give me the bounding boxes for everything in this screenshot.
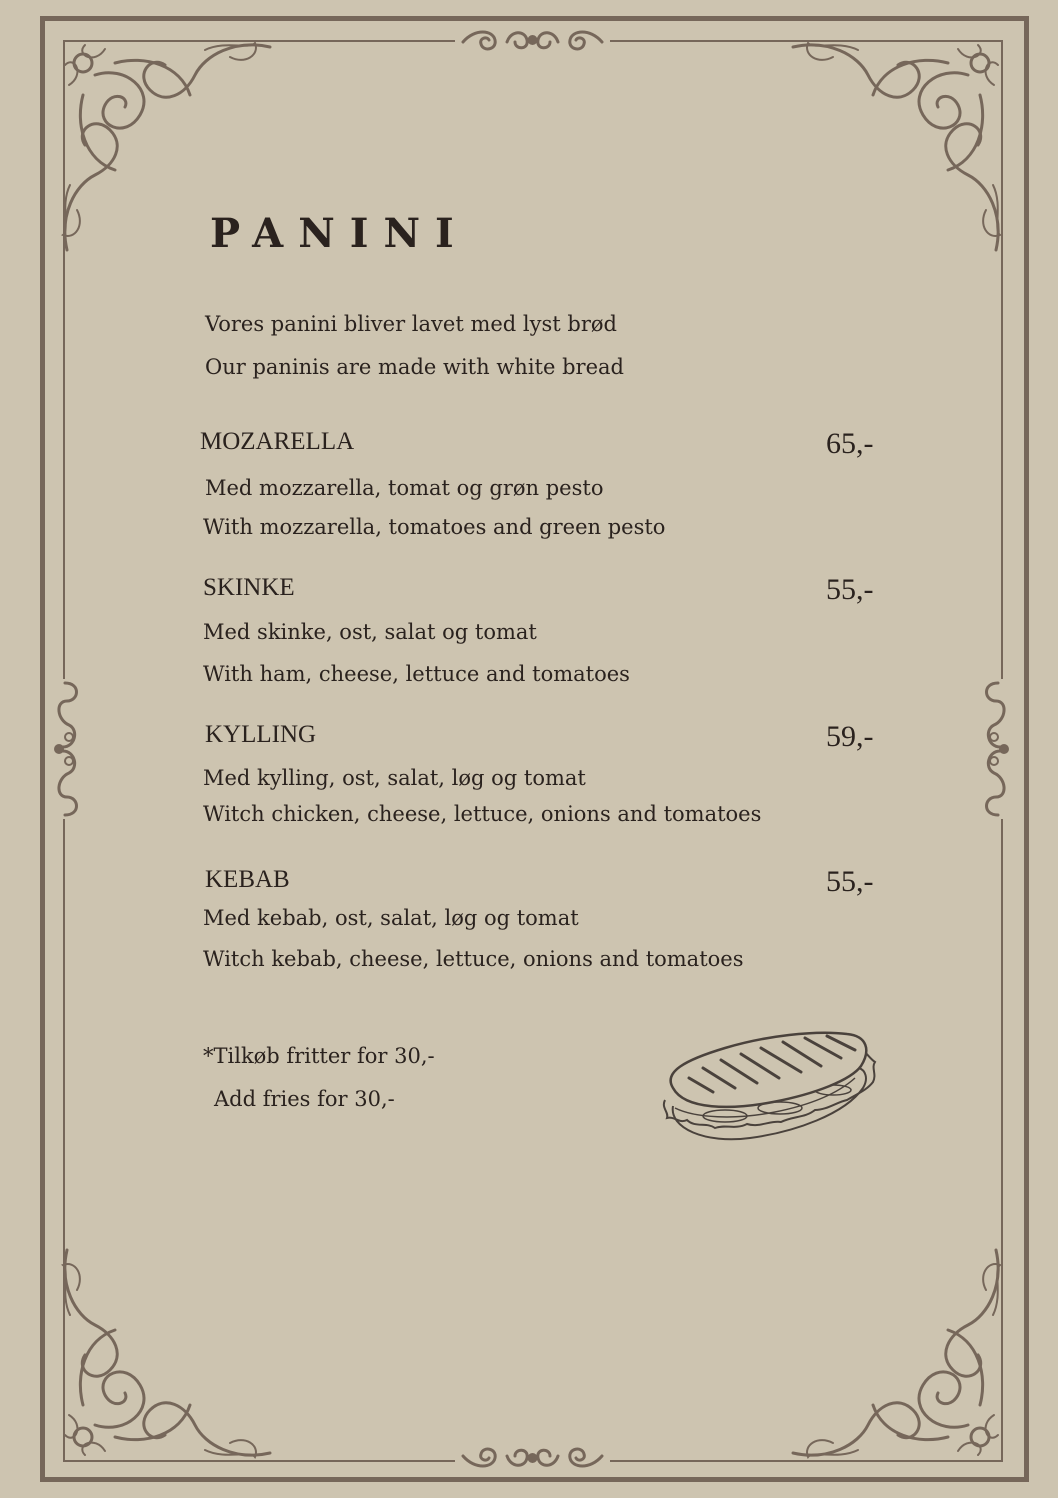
bottom-center-ornament-icon [455, 1436, 610, 1480]
item-desc-danish-skinke: Med skinke, ost, salat og tomat [203, 620, 537, 644]
fries-note-english: Add fries for 30,- [214, 1087, 395, 1111]
intro-danish: Vores panini bliver lavet med lyst brød [205, 312, 617, 336]
fries-note-danish: *Tilkøb fritter for 30,- [203, 1044, 435, 1068]
item-name-kylling: KYLLING [205, 721, 317, 748]
item-price-mozarella: 65,- [826, 427, 874, 460]
menu-title: PANINI [210, 210, 469, 257]
item-name-skinke: SKINKE [203, 574, 295, 601]
item-name-kebab: KEBAB [205, 866, 290, 893]
intro-english: Our paninis are made with white bread [205, 355, 624, 379]
item-desc-danish-kylling: Med kylling, ost, salat, løg og tomat [203, 766, 586, 790]
item-desc-danish-kebab: Med kebab, ost, salat, løg og tomat [203, 906, 579, 930]
item-price-kebab: 55,- [826, 865, 874, 898]
item-desc-english-skinke: With ham, cheese, lettuce and tomatoes [203, 662, 630, 686]
item-price-skinke: 55,- [826, 573, 874, 606]
item-desc-english-kebab: Witch kebab, cheese, lettuce, onions and tomatoes [203, 947, 744, 971]
item-desc-danish-mozarella: Med mozzarella, tomat og grøn pesto [205, 476, 604, 500]
bottom-left-corner-ornament-icon [55, 1240, 285, 1465]
item-price-kylling: 59,- [826, 720, 874, 753]
panini-sandwich-icon [655, 1028, 880, 1146]
item-desc-english-mozarella: With mozzarella, tomatoes and green pesto [203, 515, 666, 539]
right-side-scroll-ornament-icon [982, 675, 1018, 823]
left-side-scroll-ornament-icon [45, 675, 81, 823]
top-right-corner-ornament-icon [778, 35, 1008, 260]
item-desc-english-kylling: Witch chicken, cheese, lettuce, onions and tomatoes [203, 802, 762, 826]
top-center-ornament-icon [455, 18, 610, 62]
item-name-mozarella: MOZARELLA [200, 428, 355, 455]
bottom-right-corner-ornament-icon [778, 1240, 1008, 1465]
